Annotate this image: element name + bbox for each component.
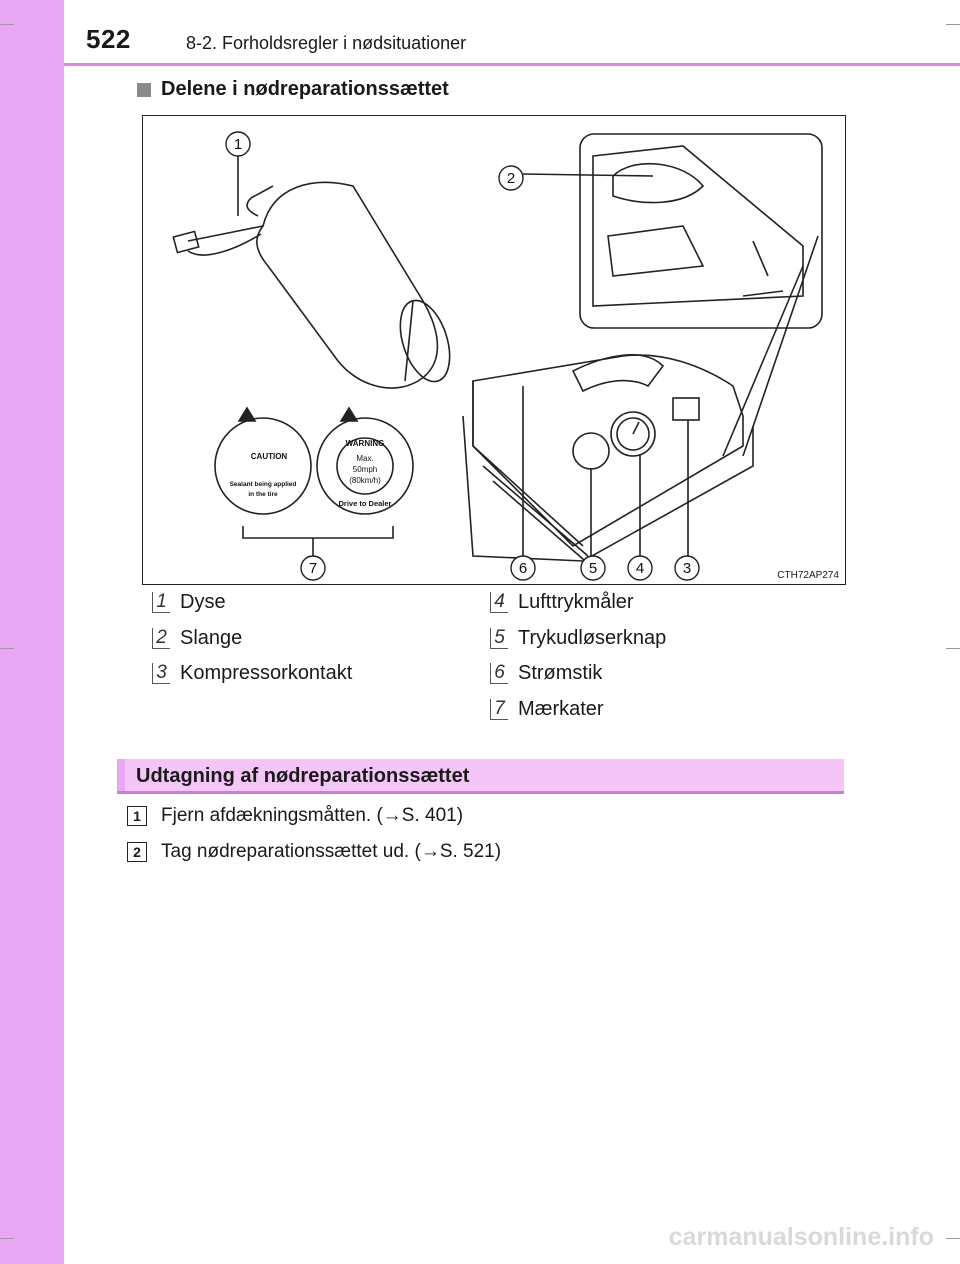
callout-7: 7 bbox=[308, 560, 318, 577]
step-number: 2 bbox=[127, 842, 147, 862]
legend-item-4 bbox=[490, 591, 634, 614]
legend-label: Trykudløserknap bbox=[518, 627, 667, 649]
subsection-rule bbox=[117, 791, 844, 794]
arrow-icon: → bbox=[382, 805, 402, 826]
legend-item-5 bbox=[490, 627, 666, 650]
caution-label-line2: in the tire bbox=[248, 491, 278, 498]
legend-item-3 bbox=[152, 662, 352, 685]
compressor-icon bbox=[473, 355, 743, 546]
legend-item-6 bbox=[490, 662, 602, 685]
caution-label-title: CAUTION bbox=[250, 452, 288, 461]
page-number: 522 bbox=[86, 24, 131, 54]
watermark: carmanualsonline.info bbox=[668, 1223, 934, 1251]
legend-number: 6 bbox=[490, 663, 508, 684]
legend-number: 3 bbox=[152, 663, 170, 684]
callout-4: 4 bbox=[635, 560, 645, 577]
legend-number: 4 bbox=[490, 592, 508, 613]
legend-number: 1 bbox=[152, 592, 170, 613]
caution-label-line1: Sealant being applied bbox=[229, 481, 297, 488]
legend-label: Dyse bbox=[180, 591, 226, 613]
crop-mark bbox=[946, 1238, 960, 1239]
legend-number: 2 bbox=[152, 628, 170, 649]
step-number: 1 bbox=[127, 806, 147, 826]
step-ref-link[interactable]: S. 401) bbox=[401, 805, 464, 826]
crop-mark bbox=[0, 1238, 14, 1239]
legend-label: Lufttrykmåler bbox=[518, 591, 634, 613]
callout-5: 5 bbox=[588, 560, 598, 577]
chapter-title: 8-2. Forholdsregler i nødsituationer bbox=[186, 33, 467, 53]
legend-number: 5 bbox=[490, 628, 508, 649]
section-title bbox=[137, 78, 449, 101]
legend-label: Slange bbox=[180, 627, 243, 649]
step-2 bbox=[127, 841, 501, 863]
section-title-text: Delene i nødreparationssættet bbox=[161, 78, 449, 100]
crop-mark bbox=[0, 648, 14, 649]
crop-mark bbox=[0, 24, 14, 25]
callout-2: 2 bbox=[506, 170, 516, 187]
legend-label: Strømstik bbox=[518, 662, 603, 684]
warning-label-line1: Max. bbox=[356, 454, 374, 463]
step-text: Tag nødreparationssættet ud. ( bbox=[161, 841, 421, 862]
callout-3: 3 bbox=[682, 560, 692, 577]
subsection-title: Udtagning af nødreparationssættet bbox=[136, 765, 470, 787]
chapter-sidebar bbox=[0, 0, 64, 1264]
crop-mark bbox=[946, 24, 960, 25]
warning-label-title: WARNING bbox=[345, 439, 385, 448]
header-rule bbox=[64, 63, 960, 66]
step-ref-link[interactable]: S. 521) bbox=[439, 841, 502, 862]
legend-label: Mærkater bbox=[518, 698, 604, 720]
step-1 bbox=[127, 805, 463, 827]
step-text: Fjern afdækningsmåtten. ( bbox=[161, 805, 383, 826]
callout-6: 6 bbox=[518, 560, 528, 577]
repair-kit-illustration bbox=[143, 116, 845, 584]
warning-label-line2: 50mph bbox=[352, 465, 378, 474]
legend-label: Kompressorkontakt bbox=[180, 662, 353, 684]
figure-code: CTH72AP274 bbox=[777, 570, 839, 581]
arrow-icon: → bbox=[420, 841, 440, 862]
square-bullet-icon bbox=[137, 83, 151, 97]
legend-item-7 bbox=[490, 698, 604, 721]
legend-item-2 bbox=[152, 627, 242, 650]
legend-item-1 bbox=[152, 591, 226, 614]
callout-1: 1 bbox=[233, 136, 243, 153]
crop-mark bbox=[946, 648, 960, 649]
warning-label-bottom: Drive to Dealer bbox=[338, 499, 392, 508]
warning-label-line3: (80km/h) bbox=[349, 476, 381, 485]
repair-kit-figure bbox=[142, 115, 846, 585]
legend-number: 7 bbox=[490, 699, 508, 720]
sealant-bottle-icon bbox=[257, 182, 438, 388]
